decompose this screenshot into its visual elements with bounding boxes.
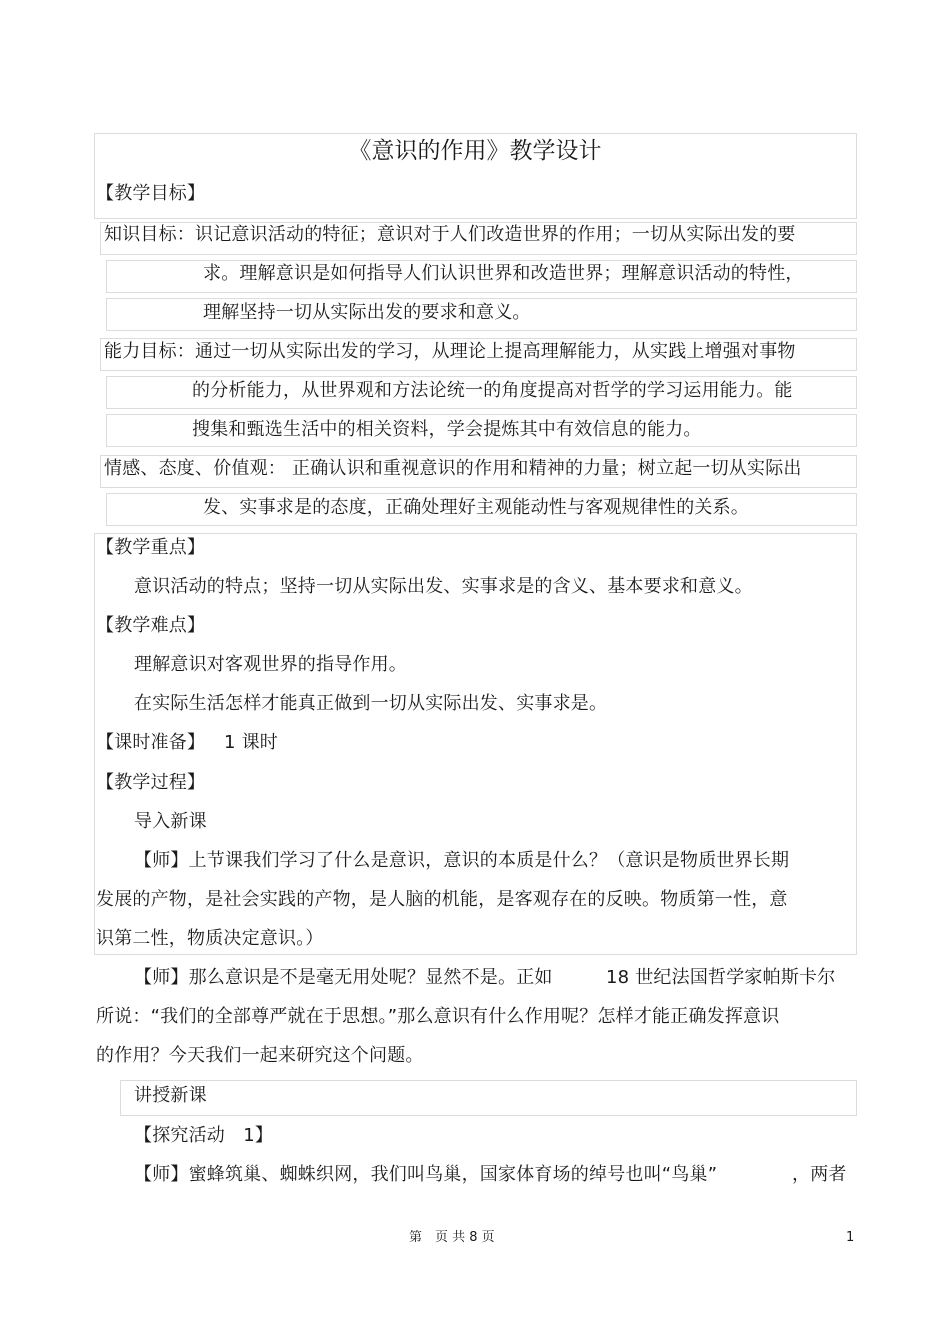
paragraph-1-line-2: 发展的产物，是社会实践的产物，是人脑的机能，是客观存在的反映。物质第一性，意 — [96, 889, 788, 910]
knowledge-label: 知识目标： — [104, 224, 195, 245]
intro-label: 导入新课 — [134, 811, 207, 832]
emotion-line-1: 正确认识和重视意识的作用和精神的力量；树立起一切从实际出 — [292, 458, 802, 479]
objectives-heading: 【教学目标】 — [96, 183, 206, 204]
knowledge-line-1: 识记意识活动的特征；意识对于人们改造世界的作用；一切从实际出发的要 — [195, 224, 796, 245]
lecture-label: 讲授新课 — [134, 1085, 207, 1106]
knowledge-line-3: 理解坚持一切从实际出发的要求和意义。 — [203, 302, 531, 323]
page-title: 《意识的作用》教学设计 — [348, 138, 602, 164]
emotion-line-2: 发、实事求是的态度，正确处理好主观能动性与客观规律性的关系。 — [203, 497, 749, 518]
ability-line-1: 通过一切从实际出发的学习，从理论上提高理解能力，从实践上增强对事物 — [195, 341, 796, 362]
ability-line-3: 搜集和甄选生活中的相关资料，学会提炼其中有效信息的能力。 — [192, 419, 702, 440]
activity-heading: 【探究活动 1】 — [134, 1125, 274, 1146]
ability-label: 能力目标： — [104, 341, 195, 362]
knowledge-line-2: 求。理解意识是如何指导人们认识世界和改造世界；理解意识活动的特性， — [203, 263, 804, 284]
hours-value: 1 课时 — [224, 732, 278, 753]
hours-heading: 【课时准备】 — [96, 732, 206, 753]
footer-page-number: 1 — [846, 1230, 855, 1245]
key-points-heading: 【教学重点】 — [96, 537, 206, 558]
ability-line-2: 的分析能力，从世界观和方法论统一的角度提高对哲学的学习运用能力。能 — [192, 380, 793, 401]
paragraph-3-a: 【师】蜜蜂筑巢、蜘蛛织网，我们叫鸟巢，国家体育场的绰号也叫“鸟巢” — [134, 1164, 718, 1185]
paragraph-1-line-1: 【师】上节课我们学习了什么是意识，意识的本质是什么？（意识是物质世界长期 — [134, 850, 790, 871]
paragraph-2-line-2: 所说：“我们的全部尊严就在于思想。”那么意识有什么作用呢？怎样才能正确发挥意识 — [96, 1006, 780, 1027]
paragraph-2-line-3: 的作用？今天我们一起来研究这个问题。 — [96, 1045, 424, 1066]
paragraph-1-line-3: 识第二性，物质决定意识。） — [96, 928, 324, 949]
paragraph-2-line-1b: 18 世纪法国哲学家帕斯卡尔 — [606, 967, 836, 988]
difficulties-text-2: 在实际生活怎样才能真正做到一切从实际出发、实事求是。 — [134, 693, 608, 714]
paragraph-3-b: ，两者 — [792, 1164, 847, 1185]
emotion-label: 情感、态度、价值观： — [104, 458, 286, 479]
table-frame-lecture — [120, 1080, 857, 1116]
difficulties-heading: 【教学难点】 — [96, 615, 206, 636]
key-points-text: 意识活动的特点；坚持一切从实际出发、实事求是的含义、基本要求和意义。 — [134, 576, 753, 597]
difficulties-text-1: 理解意识对客观世界的指导作用。 — [134, 654, 407, 675]
paragraph-2-line-1a: 【师】那么意识是不是毫无用处呢？显然不是。正如 — [134, 967, 553, 988]
footer-page-text: 第 页 共 8 页 — [409, 1230, 495, 1245]
process-heading: 【教学过程】 — [96, 772, 206, 793]
